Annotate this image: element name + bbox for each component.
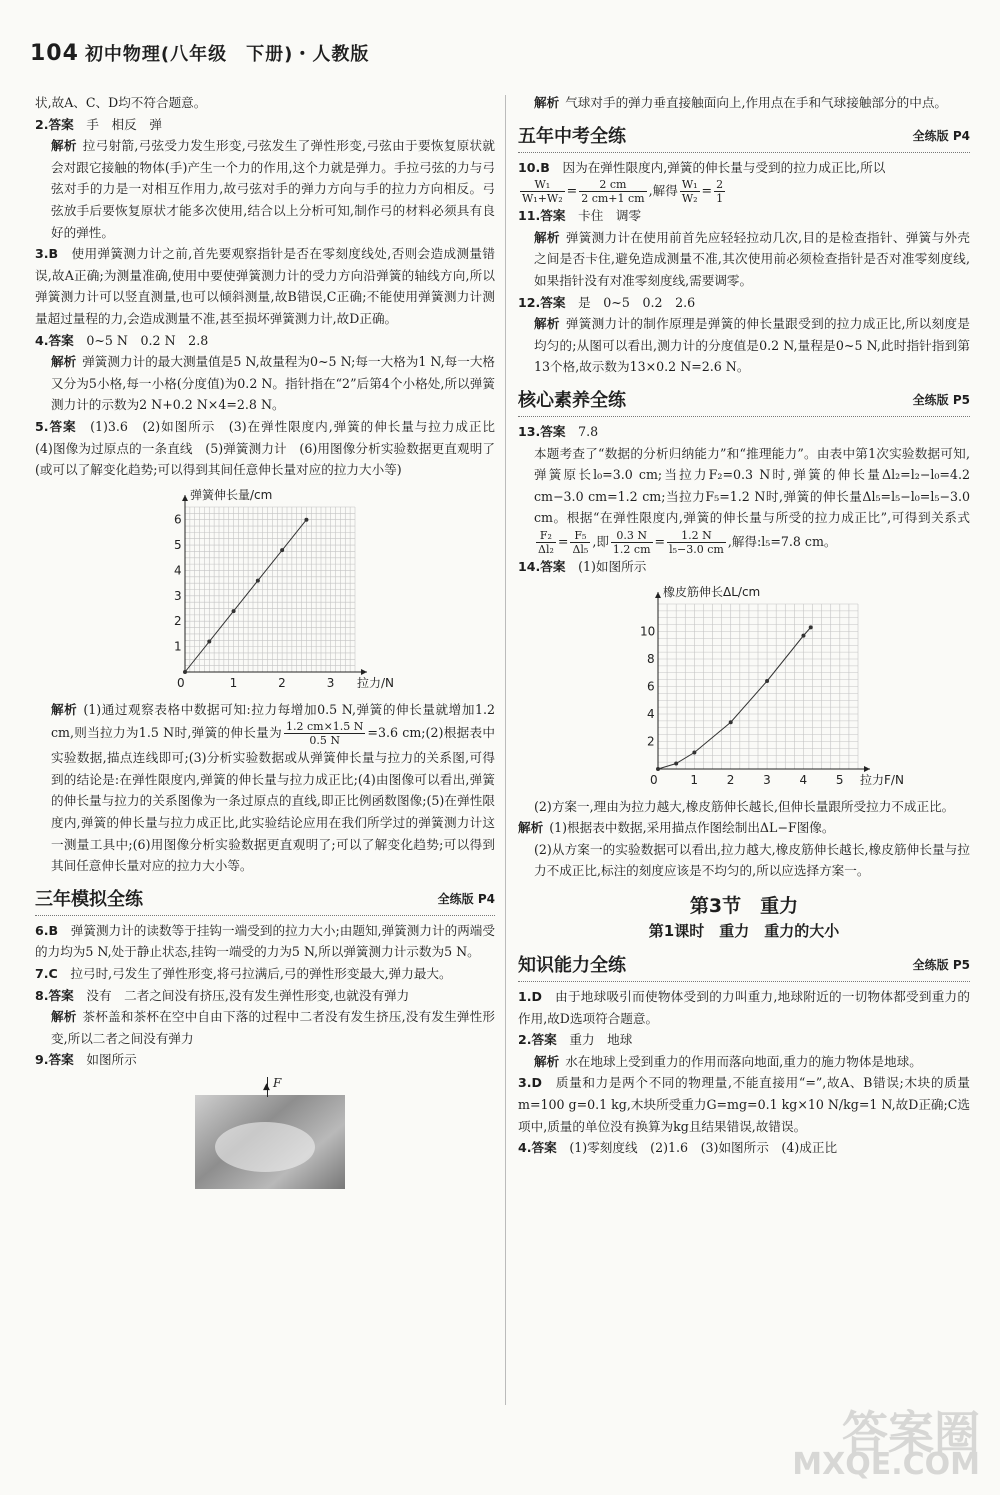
watermark-logo: 答案圈 bbox=[842, 1406, 980, 1460]
analysis-text: ,解得:l₅=7.8 cm。 bbox=[727, 533, 837, 549]
analysis-text: 弹簧测力计的制作原理是弹簧的伸长量跟受到的拉力成正比,所以刻度是均匀的;从图可以看出,测力计的分度值是0.2 N,量程是0~5 N,此时指针指到第13个格,故示数为13×0.2 N=2.6 N。 bbox=[534, 316, 970, 375]
analysis-text: (1)根据表中数据,采用描点作图绘制出ΔL−F图像。 bbox=[549, 820, 835, 836]
question-number: 9.答案 bbox=[35, 1052, 74, 1068]
question-number: 5.答案 bbox=[35, 418, 77, 434]
y-tick-label: 3 bbox=[174, 588, 182, 603]
data-point bbox=[729, 720, 733, 724]
answer-k4 bbox=[518, 1137, 970, 1159]
answer-text: 重力 地球 bbox=[569, 1032, 633, 1048]
section-title: 知识能力全练 bbox=[518, 955, 626, 977]
question-number: 3.D bbox=[518, 1075, 543, 1091]
question-number: 13.答案 bbox=[518, 423, 566, 439]
answer-14-part2: (2)方案一,理由为拉力越大,橡皮筋伸长越长,但伸长量跟所受拉力不成正比。 bbox=[534, 798, 955, 814]
answer-text: 使用弹簧测力计之前,首先要观察指针是否在零刻度线处,否则会造成测量错误,故A正确;为测量准确,使用中要使弹簧测力计的受力方向沿弹簧的轴线方向,所以弹簧测力计可以竖直测量,也可以倾斜测量,故B错误,C正确;不能使用弹簧测力计测量超过量程的力,会造成测量不准,甚至损坏弹簧测力计,故D正确。 bbox=[35, 246, 496, 326]
fraction-denominator: 0.5 N bbox=[309, 734, 341, 748]
data-point bbox=[809, 625, 813, 629]
y-tick-label: 4 bbox=[174, 563, 182, 578]
y-tick-label: 2 bbox=[647, 734, 655, 748]
question-number: 1.D bbox=[518, 989, 543, 1005]
section-header bbox=[518, 951, 970, 982]
question-number: 12.答案 bbox=[518, 294, 566, 310]
section-header bbox=[35, 885, 495, 916]
analysis-label: 解析 bbox=[51, 1009, 77, 1025]
data-point bbox=[656, 767, 660, 771]
fraction-denominator: 1.2 cm bbox=[612, 542, 651, 556]
right-column bbox=[518, 92, 970, 1159]
analysis-2 bbox=[35, 135, 495, 243]
answer-4 bbox=[35, 330, 495, 352]
data-point bbox=[256, 578, 260, 582]
analysis-label: 解析 bbox=[534, 1053, 560, 1069]
page-header bbox=[30, 40, 369, 66]
question-number: 2.答案 bbox=[35, 116, 74, 132]
fraction-numerator: 1.2 cm×1.5 N bbox=[286, 720, 364, 734]
answer-12 bbox=[518, 292, 970, 314]
answer-text: (1)零刻度线 (2)1.6 (3)如图所示 (4)成正比 bbox=[569, 1140, 838, 1156]
fraction-denominator: Δl₂ bbox=[538, 542, 554, 556]
fraction bbox=[570, 529, 590, 556]
data-point bbox=[674, 761, 678, 765]
answer-9 bbox=[35, 1049, 495, 1071]
question-number: 10.B bbox=[518, 159, 550, 175]
fraction bbox=[714, 178, 725, 205]
x-tick-label: 3 bbox=[326, 675, 335, 690]
fraction-denominator: l₅−3.0 cm bbox=[669, 542, 724, 556]
fraction bbox=[536, 529, 556, 556]
answer-k3 bbox=[518, 1072, 970, 1137]
question-number: 3.B bbox=[35, 246, 59, 262]
x-axis-label: 拉力/N bbox=[357, 675, 395, 690]
analysis-5 bbox=[35, 699, 495, 877]
answer-text: 卡住 调零 bbox=[578, 208, 642, 224]
analysis-text: 气球对手的弹力垂直接触面向上,作用点在手和气球接触部分的中点。 bbox=[565, 95, 948, 110]
fraction bbox=[579, 178, 646, 205]
watermark bbox=[792, 1397, 980, 1487]
section-ref: 全练版 P4 bbox=[437, 892, 495, 907]
answer-text: 7.8 bbox=[578, 423, 599, 439]
analysis-label: 解析 bbox=[534, 229, 560, 245]
arrow-head-icon: ▲ bbox=[263, 1082, 270, 1092]
question-number: 6.B bbox=[35, 922, 59, 938]
data-point bbox=[232, 609, 236, 613]
fraction bbox=[284, 720, 365, 747]
x-axis-arrow bbox=[361, 669, 367, 675]
x-axis-label: 拉力F/N bbox=[860, 772, 904, 787]
analysis-11 bbox=[518, 227, 970, 292]
analysis-label: 解析 bbox=[518, 820, 544, 836]
fraction-numerator: W₁ bbox=[520, 178, 565, 192]
fraction bbox=[520, 178, 565, 205]
answer-k2 bbox=[518, 1029, 970, 1051]
answer-text: 拉弓时,弓发生了弹性形变,将弓拉满后,弓的弹性形变最大,弹力最大。 bbox=[70, 966, 452, 982]
analysis-text: 拉弓射箭,弓弦受力发生形变,弓弦发生了弹性形变,弓弦由于要恢复原状就会对跟它接触的物体(手)产生一个力的作用,这个力就是弹力。手拉弓弦的力与弓弦对手的力是一对相互作用力,故弓弦对手的弹力方向与手的拉力方向相反。弓弦放手后要恢复原状才能多次使用,结合以上分析可知,制作弓的材料必须具有良好的弹性。 bbox=[51, 138, 495, 240]
spring-extension-chart bbox=[145, 485, 395, 695]
analysis-text: 本题考查了“数据的分析归纳能力”和“推理能力”。由表中第1次实验数据可知,弹簧原长l₀=3.0 cm;当拉力F₂=0.3 N时,弹簧的伸长量Δl₂=l₂−l₀=4.2 cm−3.0 cm=1.2 cm;当拉力F₅=1.2 N时,弹簧的伸长量Δl₅=l₅−l₀=l₅−3.0 cm。根据“在弹性限度内,弹簧的伸长量与所受的拉力成正比”,可得到关系式 bbox=[534, 445, 970, 526]
analysis-9 bbox=[518, 92, 970, 114]
answer-10: 10.B 因为在弹性限度内,弹簧的伸长量与受到的拉力成正比,所以 $\frac{\text{W₁}}{\text{W₁+W₂}}$ = $\frac{2 cm}{2 cm+1 cm}$ ,解得 $\frac{\text{W₁}}{\text{W₂}}$ = $\frac{2}{1}$ bbox=[518, 159, 886, 206]
answer-text: 手 相反 弹 bbox=[86, 116, 162, 132]
fraction-numerator: 2 bbox=[716, 178, 724, 192]
analysis-12 bbox=[518, 313, 970, 378]
answer-text: 0~5 N 0.2 N 2.8 bbox=[86, 332, 209, 348]
section-title: 三年模拟全练 bbox=[35, 889, 143, 911]
fraction bbox=[680, 178, 700, 205]
section-header bbox=[518, 386, 970, 417]
analysis-label: 解析 bbox=[51, 138, 77, 154]
column-divider bbox=[505, 95, 506, 1405]
rubber-band-extension-chart bbox=[608, 582, 908, 792]
data-point bbox=[280, 548, 284, 552]
x-tick-label: 3 bbox=[763, 772, 771, 787]
answer-14 bbox=[518, 556, 970, 578]
watermark-url: MXQE.COM bbox=[792, 1447, 980, 1482]
data-point bbox=[765, 679, 769, 683]
x-tick-label: 5 bbox=[835, 772, 844, 787]
answer-text: 如图所示 bbox=[86, 1052, 137, 1068]
question-number: 2.答案 bbox=[518, 1032, 557, 1048]
x-tick-label: 1 bbox=[690, 772, 699, 787]
answer-text: ,解得 bbox=[648, 183, 678, 199]
y-tick-label: 4 bbox=[647, 706, 655, 721]
analysis-13: 本题考查了“数据的分析归纳能力”和“推理能力”。由表中第1次实验数据可知,弹簧原长l₀=3.0 cm;当拉力F₂=0.3 N时,弹簧的伸长量Δl₂=l₂−l₀=4.2 cm−3.0 cm=1.2 cm;当拉力F₅=1.2 N时,弹簧的伸长量Δl₅=l₅−l₀=l₅−3.0 cm。根据“在弹性限度内,弹簧的伸长量与所受的拉力成正比”,可得到关系式 $\frac{\text{F₂}}{\text{Δl₂}}$ = $\frac{\text{F₅}}{\text{Δl₅}}$ ,即 $\frac{0.3 N}{1.2 cm}$ = $\frac{1.2 N}{\text{l₅−3.0 cm}}$ ,解得:l₅=7.8 cm。 bbox=[534, 445, 970, 556]
book-title: 初中物理(八年级 下册)・人教版 bbox=[84, 44, 370, 65]
hand-shape bbox=[215, 1122, 315, 1172]
fraction-numerator: F₅ bbox=[570, 529, 590, 543]
question-number: 14.答案 bbox=[518, 558, 566, 574]
analysis-text: 弹簧测力计的最大测量值是5 N,故量程为0~5 N;每一大格为1 N,每一大格又分为5小格,每一小格(分度值)为0.2 N。指针指在“2”后第4个小格处,所以弹簧测力计的示数为2 N+0.2 N×4=2.8 N。 bbox=[51, 354, 496, 413]
section-title: 五年中考全练 bbox=[518, 126, 626, 147]
analysis-4 bbox=[35, 351, 495, 416]
fraction-numerator: 2 cm bbox=[579, 178, 646, 192]
answer-text: 质量和力是两个不同的物理量,不能直接用“=”,故A、B错误;木块的质量m=100 g=0.1 kg,木块所受重力G=mg=0.1 kg×10 N/kg=1 N,故D正确;C选项中,质量的单位没有换算为kg且结果错误,故错误。 bbox=[518, 1075, 971, 1134]
fraction-denominator: 1 bbox=[716, 192, 724, 206]
fraction-numerator: 0.3 N bbox=[611, 529, 653, 543]
question-number: 7.C bbox=[35, 966, 58, 982]
answer-text: 没有 二者之间没有挤压,没有发生弹性形变,也就没有弹力 bbox=[86, 987, 410, 1003]
answer-text: 状,故A、C、D均不符合题意。 bbox=[35, 95, 207, 110]
analysis-text: =3.6 cm;(2)根据表中实验数据,描点连线即可;(3)分析实验数据或从弹簧伸长量与拉力的关系图,可得到的结论是:在弹性限度内,弹簧的伸长量与拉力成正比;(4)由图像可以看出,弹簧的伸长量与拉力的关系图像为一条过原点的直线,即正比例函数图像;(5)在弹性限度内,弹簧的伸长量与拉力成正比,此实验结论应用在我们所学过的弹簧测力计这一测量工具中;(6)用图像分析实验数据更直观明了;可以了解变化趋势;可以得到其间任意伸长量对应的拉力大小等。 bbox=[51, 725, 495, 874]
y-axis-label: 橡皮筋伸长ΔL/cm bbox=[663, 584, 761, 599]
answer-2 bbox=[35, 114, 495, 136]
fraction-denominator: 2 cm+1 cm bbox=[581, 192, 645, 206]
answer-text: (1)3.6 (2)如图所示 (3)在弹性限度内,弹簧的伸长量与拉力成正比 (4)图像为过原点的一条直线 (5)弹簧测力计 (6)用图像分析实验数据更直观明了(或可以了解变化趋势;可以得到其间任意伸长量对应的拉力大小等) bbox=[35, 418, 508, 478]
analysis-text: (1)通过观察表格中数据可知:拉力每增加0.5 N,弹簧的伸长量就增加1.2 cm,则当拉力为1.5 N时,弹簧的伸长量为 bbox=[51, 701, 496, 741]
question-number: 11.答案 bbox=[518, 208, 566, 224]
question-number: 4.答案 bbox=[35, 332, 74, 348]
x-tick-label: 2 bbox=[278, 675, 286, 690]
answer-3 bbox=[35, 243, 495, 329]
lesson-heading: 第1课时 重力 重力的大小 bbox=[648, 922, 840, 941]
section-ref: 全练版 P4 bbox=[912, 129, 970, 143]
answer-k1 bbox=[518, 986, 970, 1029]
section-title: 核心素养全练 bbox=[518, 390, 626, 412]
answer-7 bbox=[35, 963, 495, 985]
y-axis-arrow bbox=[655, 592, 661, 598]
fraction bbox=[667, 529, 726, 556]
answer-text: 是 0~5 0.2 2.6 bbox=[578, 294, 696, 310]
fraction-denominator: W₂ bbox=[681, 192, 698, 206]
analysis-14 bbox=[518, 817, 970, 839]
data-point bbox=[801, 633, 805, 637]
analysis-k2 bbox=[518, 1051, 970, 1073]
balloon-hand-photo bbox=[195, 1077, 345, 1189]
section-header bbox=[518, 122, 970, 153]
answer-text: 因为在弹性限度内,弹簧的伸长量与受到的拉力成正比,所以 bbox=[562, 159, 886, 175]
fraction-numerator: 1.2 N bbox=[667, 529, 726, 543]
answer-13 bbox=[518, 421, 970, 443]
analysis-label: 解析 bbox=[51, 354, 77, 370]
y-tick-label: 2 bbox=[174, 613, 182, 628]
question-number: 8.答案 bbox=[35, 987, 74, 1003]
answer-5 bbox=[35, 416, 508, 481]
y-tick-label: 5 bbox=[174, 537, 182, 552]
x-tick-label: 2 bbox=[726, 772, 735, 787]
x-axis-arrow bbox=[864, 766, 870, 772]
y-tick-label: 8 bbox=[647, 651, 655, 666]
fraction-denominator: Δl₅ bbox=[572, 542, 589, 556]
data-point bbox=[692, 750, 696, 754]
y-axis-arrow bbox=[182, 495, 188, 501]
y-tick-label: 6 bbox=[174, 512, 182, 527]
fraction-numerator: F₂ bbox=[536, 529, 556, 543]
data-point bbox=[304, 517, 308, 521]
answer-text: (1)如图所示 bbox=[578, 558, 647, 574]
series-line bbox=[658, 627, 811, 769]
analysis-label: 解析 bbox=[534, 95, 560, 110]
page-number: 104 bbox=[30, 41, 79, 66]
analysis-text: 弹簧测力计在使用前首先应轻轻拉动几次,目的是检查指针、弹簧与外壳之间是否卡住,避免造成测量不准,其次使用前必须检查指针是否对准零刻度线,如果指针没有对准零刻度线,需要调零。 bbox=[534, 229, 970, 288]
y-tick-label: 6 bbox=[647, 679, 655, 693]
analysis-text: 茶杯盖和茶杯在空中自由下落的过程中二者没有发生挤压,没有发生弹性形变,所以二者之间没有弹力 bbox=[51, 1009, 495, 1046]
data-point bbox=[183, 670, 187, 674]
answer-text: 由于地球吸引而使物体受到的力叫重力,地球附近的一切物体都受到重力的作用,故D选项符合题意。 bbox=[518, 989, 970, 1026]
analysis-label: 解析 bbox=[534, 316, 560, 332]
answer-6 bbox=[35, 920, 495, 963]
fraction-denominator: W₁+W₂ bbox=[522, 192, 563, 206]
fraction bbox=[611, 529, 653, 556]
answer-11 bbox=[518, 205, 970, 227]
answer-text: 弹簧测力计的读数等于挂钩一端受到的拉力大小;由题知,弹簧测力计的两端受的力均为5 N,处于静止状态,挂钩一端受的力为5 N,所以弹簧测力计示数为5 N。 bbox=[35, 922, 496, 960]
data-point bbox=[207, 639, 211, 643]
analysis-8 bbox=[35, 1006, 495, 1049]
force-label: F bbox=[273, 1076, 282, 1090]
analysis-text: ,即 bbox=[592, 533, 609, 549]
section-ref: 全练版 P5 bbox=[912, 393, 970, 408]
x-tick-label: 4 bbox=[799, 772, 808, 787]
fraction-numerator: W₁ bbox=[681, 178, 698, 192]
question-number: 4.答案 bbox=[518, 1140, 557, 1156]
y-axis-label: 弹簧伸长量/cm bbox=[190, 487, 273, 502]
analysis-label: 解析 bbox=[51, 701, 78, 717]
x-tick-label: 0 bbox=[177, 675, 185, 690]
section-ref: 全练版 P5 bbox=[912, 958, 970, 973]
answer-8 bbox=[35, 985, 495, 1007]
x-tick-label: 0 bbox=[650, 772, 658, 787]
y-tick-label: 1 bbox=[174, 639, 182, 654]
x-tick-label: 1 bbox=[229, 675, 238, 690]
y-tick-label: 10 bbox=[640, 624, 656, 638]
left-column bbox=[35, 92, 508, 1189]
analysis-14-part2: (2)从方案一的实验数据可以看出,拉力越大,橡皮筋伸长越长,橡皮筋伸长量与拉力不成正比,标注的刻度应该是不均匀的,所以应选择方案一。 bbox=[534, 841, 970, 879]
analysis-text: 水在地球上受到重力的作用而落向地面,重力的施力物体是地球。 bbox=[565, 1053, 922, 1069]
section-heading: 第3节 重力 bbox=[689, 894, 799, 917]
